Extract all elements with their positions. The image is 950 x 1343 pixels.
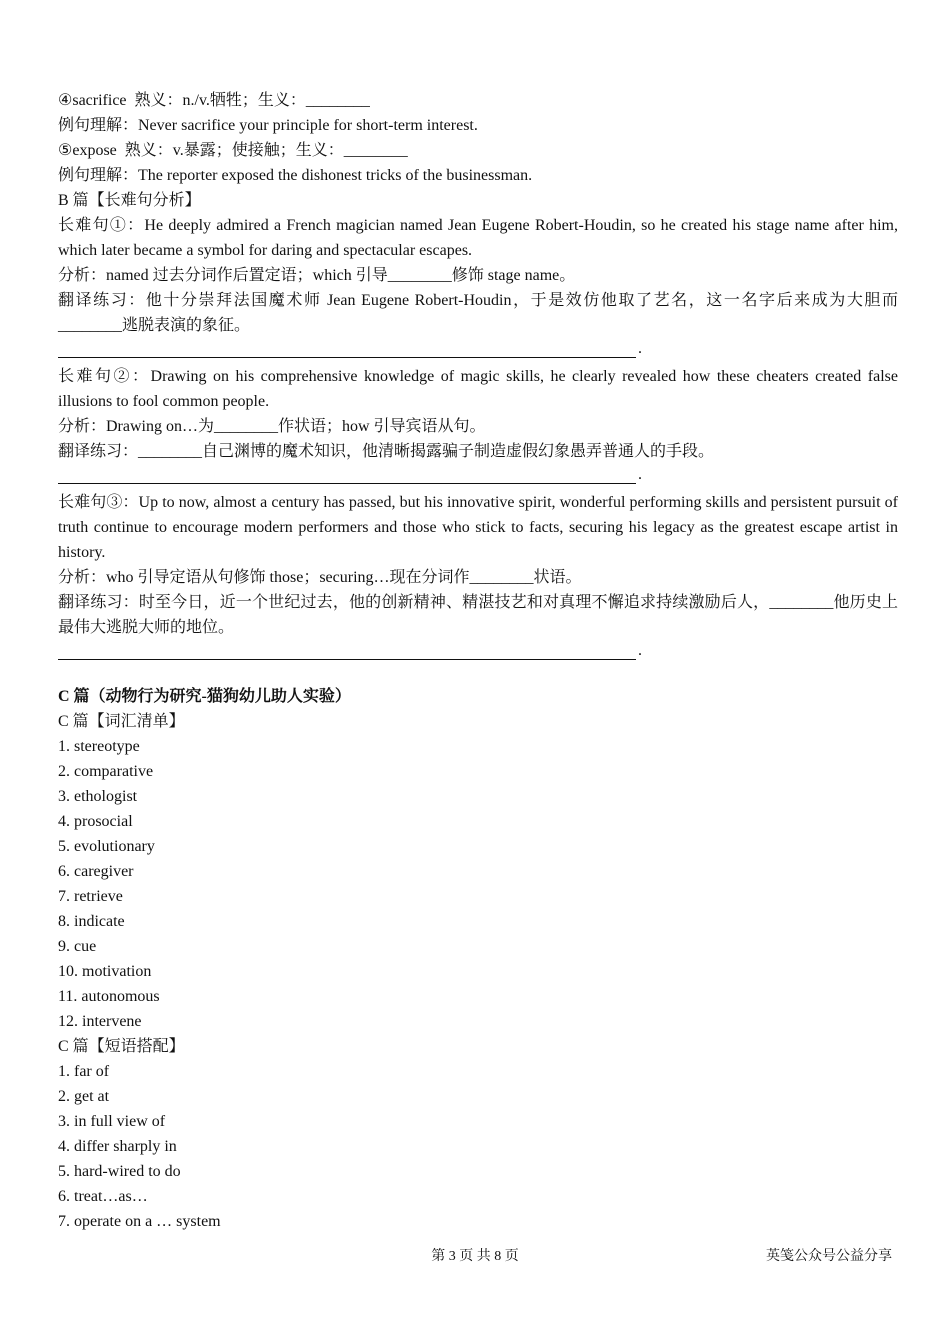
phrase-list-item: 3. in full view of xyxy=(58,1113,166,1130)
page-footer xyxy=(0,1245,950,1267)
vocab-list-item: 4. prosocial xyxy=(58,813,133,830)
long-sentence-2-translation: 翻译练习：________自己渊博的魔术知识，他清晰揭露骗子制造虚假幻象愚弄普通人的手段。 xyxy=(58,443,715,460)
vocab-list-item: 3. ethologist xyxy=(58,788,138,805)
answer-line-2[interactable] xyxy=(58,464,642,484)
phrase-list-item: 2. get at xyxy=(58,1088,110,1105)
vocab-list-item: 12. intervene xyxy=(58,1013,142,1030)
vocab-item-sacrifice: ④sacrifice 熟义：n./v.牺牲；生义：________ xyxy=(58,92,370,109)
answer-line-period: . xyxy=(638,466,642,483)
vocab-example-expose: 例句理解：The reporter exposed the dishonest tricks of the businessman. xyxy=(58,167,533,184)
long-sentence-2-analysis: 分析：Drawing on…为________作状语；how 引导宾语从句。 xyxy=(58,418,486,435)
phrase-list-item: 6. treat…as… xyxy=(58,1188,148,1205)
phrase-list-item: 7. operate on a … system xyxy=(58,1213,221,1230)
vocab-list-item: 5. evolutionary xyxy=(58,838,155,855)
vocab-list-item: 1. stereotype xyxy=(58,738,140,755)
phrase-list-item: 5. hard-wired to do xyxy=(58,1163,181,1180)
section-c-phrase-heading: C 篇【短语搭配】 xyxy=(58,1038,185,1055)
phrase-list xyxy=(58,1059,898,1234)
vocab-list-item: 7. retrieve xyxy=(58,888,123,905)
vocab-list-item: 11. autonomous xyxy=(58,988,160,1005)
answer-line-period: . xyxy=(638,340,642,357)
long-sentence-1: 长难句①：He deeply admired a French magician named Jean Eugene Robert-Houdin, so he created his stage name after him, which later became a symbol for daring and spectacular escapes. xyxy=(58,217,898,259)
answer-line-period: . xyxy=(638,642,642,659)
vocab-item-expose: ⑤expose 熟义：v.暴露；使接触；生义：________ xyxy=(58,142,408,159)
long-sentence-1-translation: 翻译练习：他十分崇拜法国魔术师 Jean Eugene Robert-Houdin，于是效仿他取了艺名，这一名字后来成为大胆而________逃脱表演的象征。 xyxy=(58,292,898,334)
vocab-list-item: 10. motivation xyxy=(58,963,152,980)
section-c-vocab-heading: C 篇【词汇清单】 xyxy=(58,713,185,730)
vocab-list-item: 8. indicate xyxy=(58,913,125,930)
long-sentence-3-translation: 翻译练习：时至今日，近一个世纪过去，他的创新精神、精湛技艺和对真理不懈追求持续激励后人，________他历史上最伟大逃脱大师的地位。 xyxy=(58,594,898,636)
vocab-list-item: 6. caregiver xyxy=(58,863,134,880)
vocab-list xyxy=(58,734,898,1034)
page-number: 第 3 页 共 8 页 xyxy=(431,1249,519,1264)
long-sentence-3: 长难句③：Up to now, almost a century has passed, but his innovative spirit, wonderful performing skills and persistent pursuit of truth continue to encourage modern performers and those who stick to facts, securing his legacy as the greatest escape artist in history. xyxy=(58,494,898,561)
vocab-example-sacrifice: 例句理解：Never sacrifice your principle for short-term interest. xyxy=(58,117,478,134)
answer-line-1[interactable] xyxy=(58,338,642,358)
vocab-list-item: 9. cue xyxy=(58,938,97,955)
document-page xyxy=(58,88,898,1234)
long-sentence-1-analysis: 分析：named 过去分词作后置定语；which 引导________修饰 stage name。 xyxy=(58,267,576,284)
answer-line-3[interactable] xyxy=(58,640,642,660)
phrase-list-item: 4. differ sharply in xyxy=(58,1138,177,1155)
phrase-list-item: 1. far of xyxy=(58,1063,110,1080)
vocab-list-item: 2. comparative xyxy=(58,763,154,780)
section-b-long-heading: B 篇【长难句分析】 xyxy=(58,192,201,209)
long-sentence-3-analysis: 分析：who 引导定语从句修饰 those；securing…现在分词作________状语。 xyxy=(58,569,582,586)
long-sentence-2: 长难句②：Drawing on his comprehensive knowledge of magic skills, he clearly revealed how these cheaters created false illusions to fool common people. xyxy=(58,368,898,410)
section-c-title: C 篇（动物行为研究-猫狗幼儿助人实验） xyxy=(58,688,351,705)
footer-source: 英笺公众号公益分享 xyxy=(766,1249,892,1264)
